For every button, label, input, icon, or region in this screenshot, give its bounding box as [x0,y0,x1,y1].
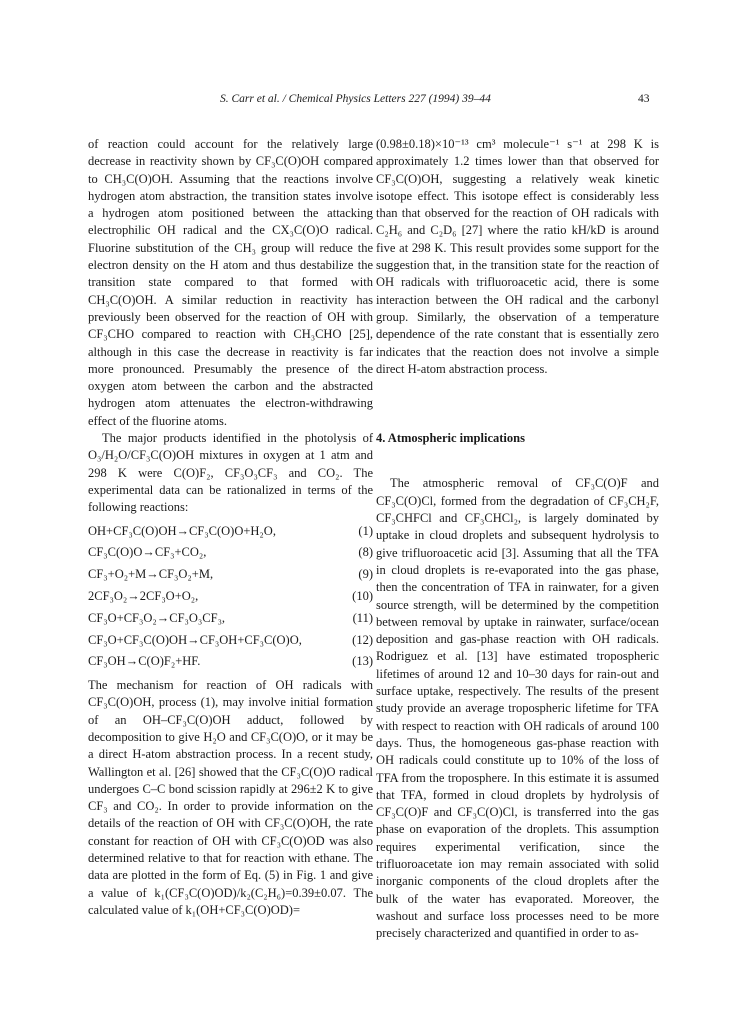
page-header [0,93,739,113]
equation-text: 2CF₃O₂→2CF₃O+O₂, [88,588,199,603]
equation-row [88,521,373,543]
section-heading: 4. Atmospheric implications [376,431,525,446]
equation-row [88,608,373,630]
paragraph: The major products identified in the photolysis of O₃/H₂O/CF₃C(O)OH mixtures in oxygen at 1 atm and 298 K were C(O)F₂, CF₃O₃CF₃ and CO₂. The experimental data can be rationalized in terms of the following reactions: [88,431,373,515]
equation-row [88,651,373,673]
equation-number: (1) [358,523,373,538]
equation-row [88,630,373,652]
equation-text: CF₃O+CF₃C(O)OH→CF₃OH+CF₃C(O)O, [88,632,302,647]
paragraph: The mechanism for reaction of OH radicals with CF₃C(O)OH, process (1), may involve initial formation of an OH–CF₃C(O)OH adduct, followed by decomposition to give H₂O and CF₃C(O)O, or it may be a direct H-atom abstraction process. In a recent study, Wallington et al. [26] showed that the CF₃C(O)O radical undergoes C–C bond scission rapidly at 296±2 K to give CF₃ and CO₂. In order to provide information on the details of the reaction of OH with CF₃C(O)OH, the rate constant for reaction of OH with CF₃C(O)OD was also determined relative to that for reaction with ethane. The data are plotted in the form of Eq. (5) in Fig. 1 and give a value of k₁(CF₃C(O)OD)/k₂(C₂H₆)=0.39±0.07. The calculated value of k₁(OH+CF₃C(O)OD)= [88,678,373,917]
equation-text: CF₃O+CF₃O₂→CF₃O₃CF₃, [88,610,226,625]
paragraph: The atmospheric removal of CF₃C(O)F and CF₃C(O)Cl, formed from the degradation of CF₃CH₂F, CF₃CHFCl and CF₃CHCl₂, is largely dominated by uptake in cloud droplets and subsequent hydrolysis to give trifluoroacetic acid [3]. Assuming that all the TFA in cloud droplets is re-evaporated into the gas phase, then the concentration of TFA in rainwater, for a given source strength, will be determined by the competition between removal by uptake in rainwater, surface/ocean deposition and gas-phase reaction with OH radicals. Rodriguez et al. [13] have estimated tropospheric lifetimes of around 12 and 10–30 days for rain-out and surface uptake, respectively. The results of the present study provide an average tropospheric lifetime for TFA with respect to reaction with OH radicals of around 100 days. Thus, the homogeneous gas-phase reaction with OH radicals could constitute up to 10% of the loss of TFA from the troposphere. In this estimate it is assumed that TFA, formed in cloud droplets by hydrolysis of CF₃C(O)F and CF₃C(O)Cl, is transferred into the gas phase on evaporation of the droplets. This assumption requires experimental verification, since the trifluoroacetate ion may remain associated with solid inorganic components of the cloud droplets after the bulk of the water has evaporated. Moreover, the washout and surface loss processes need to be more precisely characterized and quantified in order to as- [376,476,659,941]
paragraph: (0.98±0.18)×10⁻¹³ cm³ molecule⁻¹ s⁻¹ at 298 K is approximately 1.2 times lower than that observed for CF₃C(O)OH, suggesting a relatively weak kinetic isotope effect. This isotope effect is considerably less than that observed for the reaction of OH radicals with C₂H₆ and C₂D₆ [27] where the ratio kH/kD is around five at 298 K. This result provides some support for the suggestion that, in the transition state for the reaction of OH radicals with trifluoroacetic acid, there is some interaction between the OH radical and the carbonyl group. Similarly, the observation of a temperature dependence of the rate constant that is essentially zero indicates that the reaction does not involve a simple direct H-atom abstraction process. [376,137,659,376]
equation-row [88,586,373,608]
equation-number: (8) [358,545,373,560]
running-head: S. Carr et al. / Chemical Physics Letters 227 (1994) 39–44 [220,93,491,105]
equation-number: (10) [352,588,373,603]
equation-text: CF₃OH→C(O)F₂+HF. [88,654,201,669]
equation-text: CF₃C(O)O→CF₃+CO₂, [88,545,207,560]
equation-number: (9) [358,567,373,582]
equation-number: (13) [352,654,373,669]
equation-text: OH+CF₃C(O)OH→CF₃C(O)O+H₂O, [88,523,276,538]
reaction-equations [88,521,373,674]
equation-text: CF₃+O₂+M→CF₃O₂+M, [88,567,214,582]
equation-row [88,564,373,586]
page-number: 43 [638,93,650,105]
right-column [376,136,659,942]
equation-row [88,542,373,564]
equation-number: (12) [352,632,373,647]
left-column [88,136,373,919]
equation-number: (11) [352,610,373,625]
paragraph: of reaction could account for the relatively large decrease in reactivity shown by CF₃C(O)OH compared to CH₃C(O)OH. Assuming that the reactions involve hydrogen atom abstraction, the transition states involve a hydrogen atom positioned between the attacking electrophilic OH radical and the CX₃C(O)O radical. Fluorine substitution of the CH₃ group will reduce the electron density on the H atom and thus destabilize the transition state compared to that formed with CH₃C(O)OH. A similar reduction in reactivity has previously been observed for the reaction of OH with CF₃CHO compared to reaction with CH₃CHO [25], although in this case the decrease in reactivity is far more pronounced. Presumably the presence of the oxygen atom between the carbon and the abstracted hydrogen atom attenuates the electron-withdrawing effect of the fluorine atoms. [88,137,373,428]
